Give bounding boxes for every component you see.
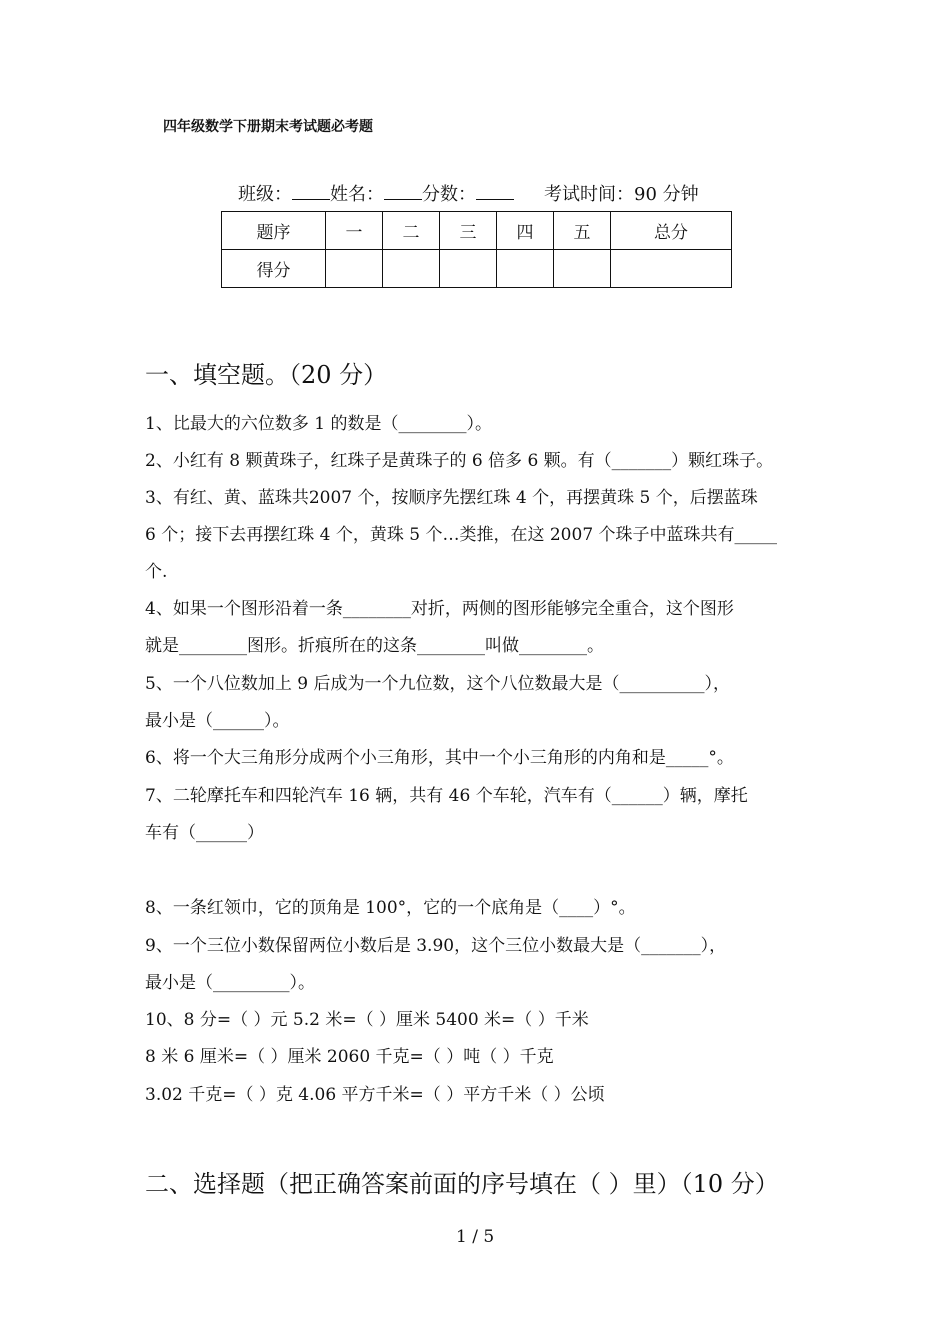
question-line: 4、如果一个图形沿着一条________对折，两侧的图形能够完全重合，这个图形	[145, 599, 734, 619]
row-label-cell: 得分	[222, 250, 326, 288]
question-line: 2、小红有 8 颗黄珠子，红珠子是黄珠子的 6 倍多 6 颗。有（_______）颗红珠子。	[145, 451, 774, 471]
section-2-heading: 二、选择题（把正确答案前面的序号填在（ ）里）（10 分）	[145, 1170, 779, 1198]
question-line: 车有（______）	[145, 823, 264, 843]
section-1-heading: 一、填空题。（20 分）	[145, 361, 388, 389]
question-line: 3.02 千克=（ ）克 4.06 平方千米=（ ）平方千米（ ）公顷	[145, 1085, 605, 1105]
score-table	[221, 211, 732, 288]
question-line: 个.	[145, 562, 168, 582]
score-cell[interactable]	[497, 250, 554, 288]
name-blank[interactable]	[384, 181, 422, 200]
score-cell[interactable]	[554, 250, 611, 288]
question-line: 8 米 6 厘米=（ ）厘米 2060 千克=（ ）吨（ ）千克	[145, 1047, 554, 1067]
score-table-score-row	[222, 250, 732, 288]
class-blank[interactable]	[292, 181, 330, 200]
header-cell: 一	[326, 212, 383, 250]
header-cell: 总分	[611, 212, 732, 250]
exam-time-label: 考试时间：90 分钟	[544, 184, 699, 205]
score-table-header-row	[222, 212, 732, 250]
header-cell: 二	[383, 212, 440, 250]
question-line: 就是________图形。折痕所在的这条________叫做________。	[145, 636, 604, 656]
score-cell[interactable]	[326, 250, 383, 288]
exam-info-line	[238, 180, 699, 206]
question-line: 10、8 分=（ ）元 5.2 米=（ ）厘米 5400 米=（ ）千米	[145, 1010, 589, 1030]
header-cell: 题序	[222, 212, 326, 250]
header-cell: 四	[497, 212, 554, 250]
question-line: 最小是（_________）。	[145, 973, 315, 993]
score-cell[interactable]	[383, 250, 440, 288]
page-number: 1 / 5	[456, 1227, 495, 1247]
question-line: 8、一条红领巾，它的顶角是 100°，它的一个底角是（____）°。	[145, 898, 636, 918]
score-blank[interactable]	[476, 181, 514, 200]
question-line: 1、比最大的六位数多 1 的数是（________）。	[145, 414, 492, 434]
question-line: 6、将一个大三角形分成两个小三角形，其中一个小三角形的内角和是_____°。	[145, 748, 734, 768]
question-line: 7、二轮摩托车和四轮汽车 16 辆，共有 46 个车轮，汽车有（______）辆，摩托	[145, 786, 748, 806]
question-line: 6 个；接下去再摆红珠 4 个，黄珠 5 个…类推，在这 2007 个珠子中蓝珠共有_____	[145, 525, 778, 545]
question-line: 最小是（______）。	[145, 711, 290, 731]
score-label: 分数：	[422, 184, 476, 205]
class-label: 班级：	[238, 184, 292, 205]
question-line: 9、一个三位小数保留两位小数后是 3.90，这个三位小数最大是（_______），	[145, 936, 727, 956]
name-label: 姓名：	[330, 184, 384, 205]
header-cell: 三	[440, 212, 497, 250]
header-cell: 五	[554, 212, 611, 250]
question-line: 3、有红、黄、蓝珠共2007 个，按顺序先摆红珠 4 个，再摆黄珠 5 个，后摆蓝珠	[145, 488, 758, 508]
document-title: 四年级数学下册期末考试题必考题	[163, 119, 373, 135]
score-cell[interactable]	[611, 250, 732, 288]
question-line: 5、一个八位数加上 9 后成为一个九位数，这个八位数最大是（__________），	[145, 674, 730, 694]
score-cell[interactable]	[440, 250, 497, 288]
